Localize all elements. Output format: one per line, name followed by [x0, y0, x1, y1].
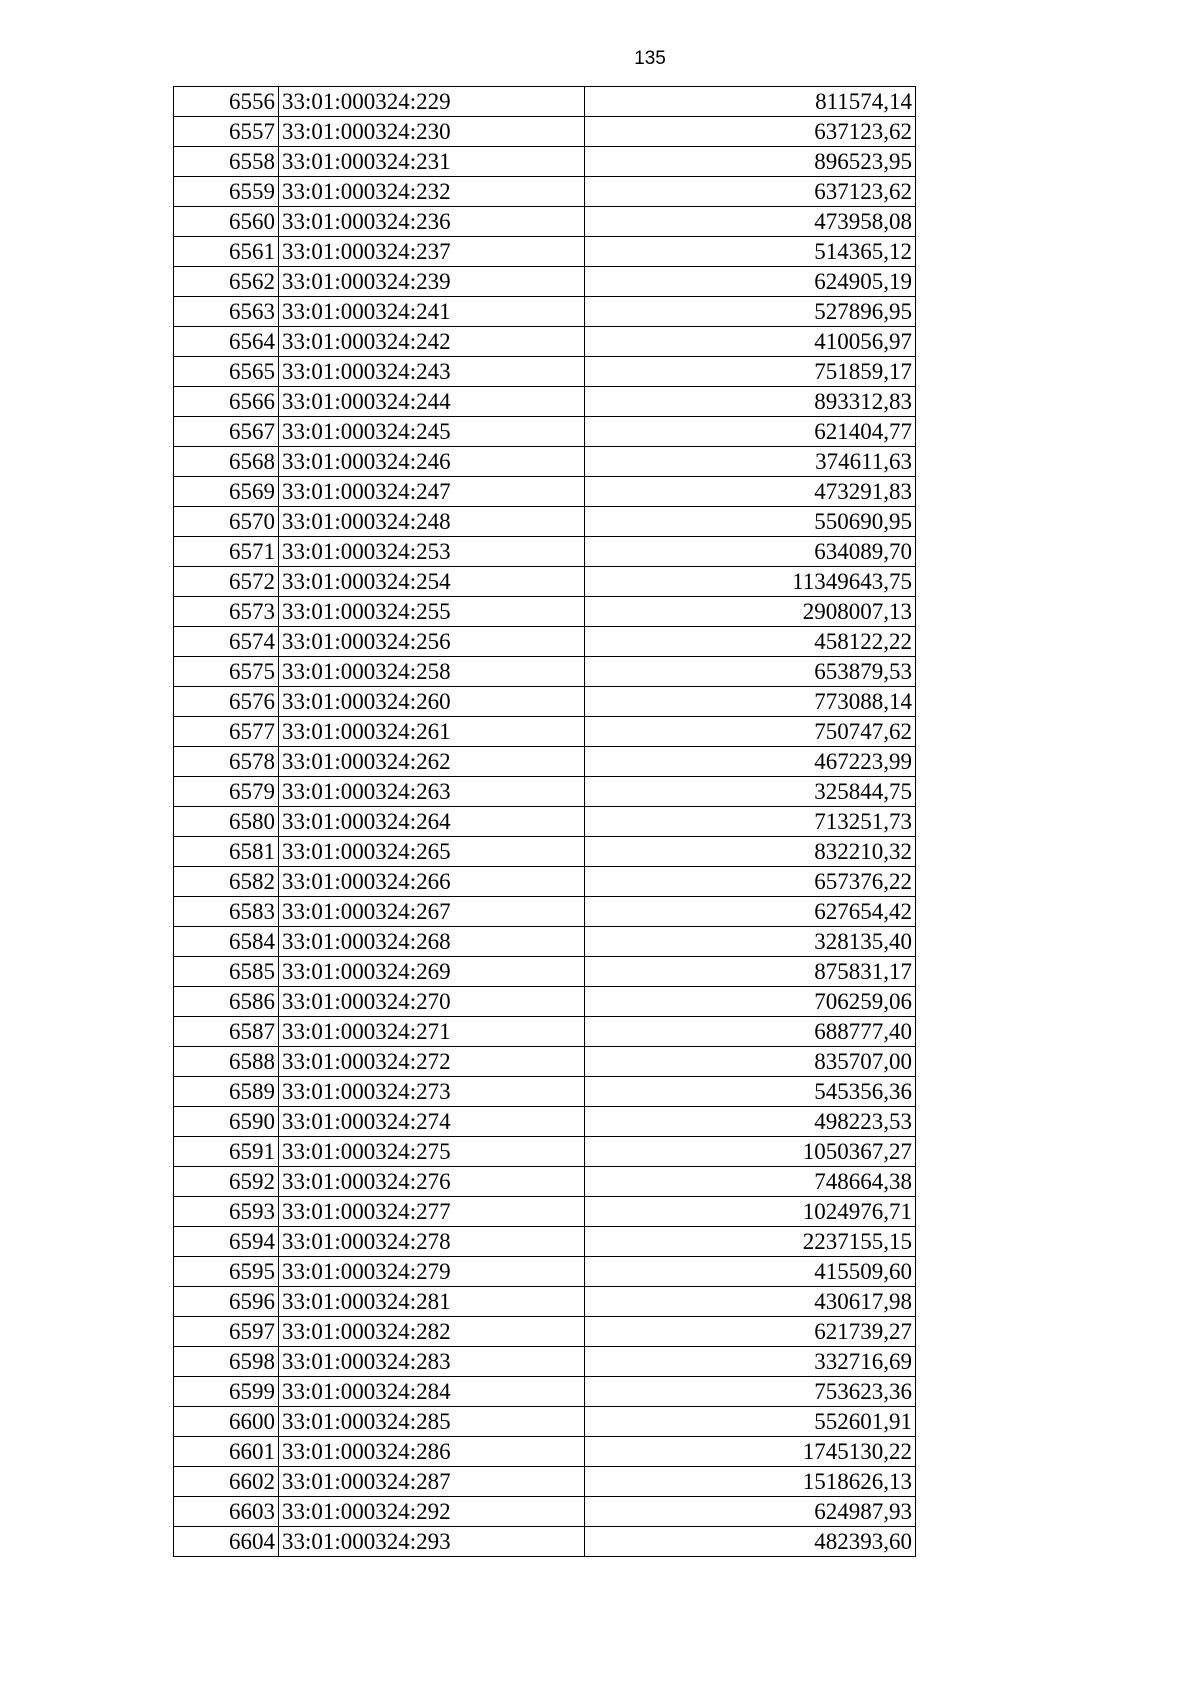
table-row — [174, 987, 916, 1017]
cadastral-number-cell: 33:01:000324:279 — [279, 1257, 585, 1287]
cadastral-value-cell: 1745130,22 — [585, 1437, 916, 1467]
cadastral-value-cell: 527896,95 — [585, 297, 916, 327]
cadastral-value-cell: 374611,63 — [585, 447, 916, 477]
table-row — [174, 477, 916, 507]
table-row — [174, 657, 916, 687]
row-number-cell: 6591 — [174, 1137, 279, 1167]
cadastral-value-cell: 498223,53 — [585, 1107, 916, 1137]
cadastral-number-cell: 33:01:000324:248 — [279, 507, 585, 537]
table-row — [174, 867, 916, 897]
cadastral-value-cell: 637123,62 — [585, 177, 916, 207]
table-row — [174, 507, 916, 537]
cadastral-value-cell: 893312,83 — [585, 387, 916, 417]
cadastral-number-cell: 33:01:000324:271 — [279, 1017, 585, 1047]
cadastral-value-cell: 430617,98 — [585, 1287, 916, 1317]
cadastral-value-cell: 415509,60 — [585, 1257, 916, 1287]
cadastral-number-cell: 33:01:000324:267 — [279, 897, 585, 927]
row-number-cell: 6587 — [174, 1017, 279, 1047]
table-row — [174, 1377, 916, 1407]
table-row — [174, 1497, 916, 1527]
cadastral-number-cell: 33:01:000324:274 — [279, 1107, 585, 1137]
table-row — [174, 327, 916, 357]
row-number-cell: 6585 — [174, 957, 279, 987]
row-number-cell: 6598 — [174, 1347, 279, 1377]
row-number-cell: 6592 — [174, 1167, 279, 1197]
row-number-cell: 6584 — [174, 927, 279, 957]
row-number-cell: 6600 — [174, 1407, 279, 1437]
cadastral-value-cell: 458122,22 — [585, 627, 916, 657]
cadastral-value-cell: 713251,73 — [585, 807, 916, 837]
table-row — [174, 1107, 916, 1137]
table-row — [174, 747, 916, 777]
table-row — [174, 297, 916, 327]
cadastral-value-cell: 332716,69 — [585, 1347, 916, 1377]
cadastral-number-cell: 33:01:000324:270 — [279, 987, 585, 1017]
cadastral-number-cell: 33:01:000324:284 — [279, 1377, 585, 1407]
cadastral-value-cell: 653879,53 — [585, 657, 916, 687]
row-number-cell: 6604 — [174, 1527, 279, 1557]
cadastral-number-cell: 33:01:000324:293 — [279, 1527, 585, 1557]
row-number-cell: 6559 — [174, 177, 279, 207]
cadastral-number-cell: 33:01:000324:245 — [279, 417, 585, 447]
cadastral-number-cell: 33:01:000324:268 — [279, 927, 585, 957]
cadastral-value-cell: 832210,32 — [585, 837, 916, 867]
cadastral-number-cell: 33:01:000324:265 — [279, 837, 585, 867]
cadastral-number-cell: 33:01:000324:258 — [279, 657, 585, 687]
cadastral-number-cell: 33:01:000324:272 — [279, 1047, 585, 1077]
row-number-cell: 6570 — [174, 507, 279, 537]
cadastral-value-cell: 748664,38 — [585, 1167, 916, 1197]
page-number: 135 — [634, 48, 666, 69]
table-row — [174, 687, 916, 717]
table-row — [174, 567, 916, 597]
cadastral-value-cell: 875831,17 — [585, 957, 916, 987]
cadastral-number-cell: 33:01:000324:285 — [279, 1407, 585, 1437]
cadastral-number-cell: 33:01:000324:264 — [279, 807, 585, 837]
row-number-cell: 6576 — [174, 687, 279, 717]
cadastral-number-cell: 33:01:000324:244 — [279, 387, 585, 417]
cadastral-number-cell: 33:01:000324:263 — [279, 777, 585, 807]
row-number-cell: 6595 — [174, 1257, 279, 1287]
row-number-cell: 6557 — [174, 117, 279, 147]
row-number-cell: 6599 — [174, 1377, 279, 1407]
cadastral-value-cell: 637123,62 — [585, 117, 916, 147]
table-row — [174, 1437, 916, 1467]
cadastral-value-cell: 552601,91 — [585, 1407, 916, 1437]
cadastral-value-cell: 634089,70 — [585, 537, 916, 567]
cadastral-value-cell: 621739,27 — [585, 1317, 916, 1347]
table-row — [174, 117, 916, 147]
row-number-cell: 6566 — [174, 387, 279, 417]
cadastral-value-cell: 1050367,27 — [585, 1137, 916, 1167]
table-row — [174, 1167, 916, 1197]
table-row — [174, 357, 916, 387]
cadastral-number-cell: 33:01:000324:230 — [279, 117, 585, 147]
row-number-cell: 6596 — [174, 1287, 279, 1317]
row-number-cell: 6560 — [174, 207, 279, 237]
cadastral-number-cell: 33:01:000324:260 — [279, 687, 585, 717]
cadastral-number-cell: 33:01:000324:237 — [279, 237, 585, 267]
cadastral-number-cell: 33:01:000324:232 — [279, 177, 585, 207]
table-row — [174, 387, 916, 417]
table-row — [174, 1407, 916, 1437]
cadastral-number-cell: 33:01:000324:243 — [279, 357, 585, 387]
cadastral-number-cell: 33:01:000324:247 — [279, 477, 585, 507]
table-row — [174, 537, 916, 567]
table-row — [174, 1137, 916, 1167]
table-body — [174, 87, 916, 1557]
table-row — [174, 1047, 916, 1077]
table-row — [174, 447, 916, 477]
cadastral-value-cell: 753623,36 — [585, 1377, 916, 1407]
table-row — [174, 1317, 916, 1347]
cadastral-value-cell: 1024976,71 — [585, 1197, 916, 1227]
row-number-cell: 6578 — [174, 747, 279, 777]
cadastral-number-cell: 33:01:000324:256 — [279, 627, 585, 657]
table-row — [174, 237, 916, 267]
table-row — [174, 1527, 916, 1557]
cadastral-number-cell: 33:01:000324:239 — [279, 267, 585, 297]
cadastral-number-cell: 33:01:000324:287 — [279, 1467, 585, 1497]
cadastral-number-cell: 33:01:000324:254 — [279, 567, 585, 597]
row-number-cell: 6586 — [174, 987, 279, 1017]
cadastral-value-cell: 2237155,15 — [585, 1227, 916, 1257]
cadastral-number-cell: 33:01:000324:276 — [279, 1167, 585, 1197]
cadastral-number-cell: 33:01:000324:253 — [279, 537, 585, 567]
cadastral-number-cell: 33:01:000324:242 — [279, 327, 585, 357]
table-row — [174, 1257, 916, 1287]
cadastral-value-cell: 325844,75 — [585, 777, 916, 807]
cadastral-number-cell: 33:01:000324:273 — [279, 1077, 585, 1107]
cadastral-number-cell: 33:01:000324:282 — [279, 1317, 585, 1347]
table-row — [174, 717, 916, 747]
row-number-cell: 6568 — [174, 447, 279, 477]
cadastral-value-cell: 473958,08 — [585, 207, 916, 237]
table-row — [174, 1287, 916, 1317]
cadastral-value-table — [173, 86, 916, 1557]
row-number-cell: 6569 — [174, 477, 279, 507]
table-row — [174, 1467, 916, 1497]
cadastral-number-cell: 33:01:000324:278 — [279, 1227, 585, 1257]
row-number-cell: 6574 — [174, 627, 279, 657]
cadastral-number-cell: 33:01:000324:283 — [279, 1347, 585, 1377]
cadastral-value-cell: 550690,95 — [585, 507, 916, 537]
row-number-cell: 6556 — [174, 87, 279, 117]
cadastral-number-cell: 33:01:000324:277 — [279, 1197, 585, 1227]
table-row — [174, 87, 916, 117]
cadastral-value-cell: 773088,14 — [585, 687, 916, 717]
cadastral-value-cell: 467223,99 — [585, 747, 916, 777]
cadastral-value-cell: 482393,60 — [585, 1527, 916, 1557]
table-row — [174, 1347, 916, 1377]
row-number-cell: 6571 — [174, 537, 279, 567]
row-number-cell: 6589 — [174, 1077, 279, 1107]
cadastral-number-cell: 33:01:000324:266 — [279, 867, 585, 897]
row-number-cell: 6588 — [174, 1047, 279, 1077]
row-number-cell: 6563 — [174, 297, 279, 327]
cadastral-value-cell: 627654,42 — [585, 897, 916, 927]
table-row — [174, 957, 916, 987]
row-number-cell: 6565 — [174, 357, 279, 387]
cadastral-number-cell: 33:01:000324:229 — [279, 87, 585, 117]
row-number-cell: 6601 — [174, 1437, 279, 1467]
cadastral-value-cell: 750747,62 — [585, 717, 916, 747]
cadastral-number-cell: 33:01:000324:269 — [279, 957, 585, 987]
cadastral-value-cell: 410056,97 — [585, 327, 916, 357]
table-row — [174, 147, 916, 177]
row-number-cell: 6582 — [174, 867, 279, 897]
cadastral-number-cell: 33:01:000324:292 — [279, 1497, 585, 1527]
cadastral-value-cell: 2908007,13 — [585, 597, 916, 627]
row-number-cell: 6594 — [174, 1227, 279, 1257]
cadastral-number-cell: 33:01:000324:246 — [279, 447, 585, 477]
table-row — [174, 1077, 916, 1107]
cadastral-value-cell: 624905,19 — [585, 267, 916, 297]
cadastral-number-cell: 33:01:000324:255 — [279, 597, 585, 627]
table-row — [174, 1227, 916, 1257]
table-row — [174, 627, 916, 657]
cadastral-value-cell: 896523,95 — [585, 147, 916, 177]
row-number-cell: 6572 — [174, 567, 279, 597]
row-number-cell: 6590 — [174, 1107, 279, 1137]
row-number-cell: 6558 — [174, 147, 279, 177]
table-row — [174, 897, 916, 927]
table-row — [174, 1197, 916, 1227]
cadastral-value-cell: 11349643,75 — [585, 567, 916, 597]
cadastral-number-cell: 33:01:000324:241 — [279, 297, 585, 327]
row-number-cell: 6561 — [174, 237, 279, 267]
cadastral-value-cell: 706259,06 — [585, 987, 916, 1017]
row-number-cell: 6602 — [174, 1467, 279, 1497]
row-number-cell: 6562 — [174, 267, 279, 297]
cadastral-value-cell: 514365,12 — [585, 237, 916, 267]
cadastral-value-cell: 657376,22 — [585, 867, 916, 897]
cadastral-value-cell: 811574,14 — [585, 87, 916, 117]
table-row — [174, 207, 916, 237]
cadastral-value-cell: 1518626,13 — [585, 1467, 916, 1497]
cadastral-value-cell: 328135,40 — [585, 927, 916, 957]
cadastral-number-cell: 33:01:000324:281 — [279, 1287, 585, 1317]
table-row — [174, 777, 916, 807]
cadastral-number-cell: 33:01:000324:236 — [279, 207, 585, 237]
row-number-cell: 6567 — [174, 417, 279, 447]
table-row — [174, 807, 916, 837]
cadastral-value-cell: 751859,17 — [585, 357, 916, 387]
row-number-cell: 6575 — [174, 657, 279, 687]
row-number-cell: 6597 — [174, 1317, 279, 1347]
table-row — [174, 1017, 916, 1047]
table-row — [174, 267, 916, 297]
table-row — [174, 417, 916, 447]
row-number-cell: 6580 — [174, 807, 279, 837]
table-row — [174, 597, 916, 627]
row-number-cell: 6593 — [174, 1197, 279, 1227]
row-number-cell: 6583 — [174, 897, 279, 927]
row-number-cell: 6564 — [174, 327, 279, 357]
cadastral-value-cell: 624987,93 — [585, 1497, 916, 1527]
table-row — [174, 177, 916, 207]
cadastral-number-cell: 33:01:000324:286 — [279, 1437, 585, 1467]
row-number-cell: 6581 — [174, 837, 279, 867]
row-number-cell: 6579 — [174, 777, 279, 807]
cadastral-value-cell: 688777,40 — [585, 1017, 916, 1047]
cadastral-value-cell: 835707,00 — [585, 1047, 916, 1077]
row-number-cell: 6577 — [174, 717, 279, 747]
cadastral-number-cell: 33:01:000324:275 — [279, 1137, 585, 1167]
table-row — [174, 837, 916, 867]
table-row — [174, 927, 916, 957]
cadastral-number-cell: 33:01:000324:231 — [279, 147, 585, 177]
cadastral-number-cell: 33:01:000324:261 — [279, 717, 585, 747]
cadastral-value-cell: 473291,83 — [585, 477, 916, 507]
row-number-cell: 6573 — [174, 597, 279, 627]
cadastral-number-cell: 33:01:000324:262 — [279, 747, 585, 777]
cadastral-value-cell: 621404,77 — [585, 417, 916, 447]
row-number-cell: 6603 — [174, 1497, 279, 1527]
cadastral-value-cell: 545356,36 — [585, 1077, 916, 1107]
